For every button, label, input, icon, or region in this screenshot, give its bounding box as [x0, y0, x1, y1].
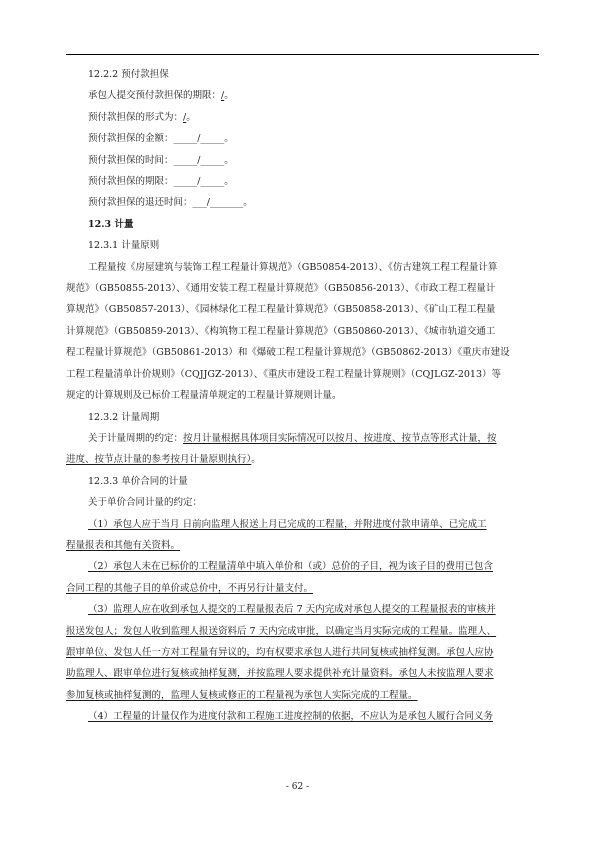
guarantee-return-row: 预付款担保的退还时间：___/_______。: [88, 197, 253, 209]
guarantee-period-row: 承包人提交预付款担保的期限：/。: [88, 90, 234, 102]
guarantee-term-row: 预付款担保的期限：_____/_____。: [88, 176, 234, 188]
guarantee-form-row: 预付款担保的形式为：/。: [88, 111, 196, 123]
principle-line: 工程工程量清单计价规则》（CQJJGZ-2013）、《重庆市建设工程工程量计算规则》（CQJLGZ-2013）等: [66, 368, 502, 380]
guarantee-return-value: ___/_______: [192, 197, 244, 209]
guarantee-time-value: _____/_____: [173, 154, 225, 166]
unit-price-label: 关于单价合同计量的约定：: [88, 497, 203, 509]
clause-item-3: 跟审单位、发包人任一方对工程量有异议的，均有权要求承包人进行共同复核或抽样复测。承包人应协: [66, 646, 494, 658]
page-number: - 62 -: [285, 782, 310, 792]
clause-item-1: 程量报表和其他有关资料。: [66, 539, 181, 551]
section-12-3-title: 12.3 计量: [88, 218, 134, 230]
section-12-2-2-title: 12.2.2 预付款担保: [88, 69, 169, 80]
measurement-period-line: 关于计量周期的约定：按月计量根据具体项目实际情况可以按月、按进度、按节点等形式计量，按: [88, 432, 497, 444]
clause-item-3: 参加复核或抽样复测的，监理人复核或修正的工程量视为承包人实际完成的工程量。: [66, 689, 418, 701]
clause-item-4: （4）工程量的计量仅作为进度付款和工程施工进度控制的依据，不应认为是承包人履行合同义务: [88, 711, 494, 723]
measurement-period-line: 进度、按节点计量的参考按月计量原则执行）。: [66, 454, 261, 466]
header-rule: [66, 54, 539, 55]
section-12-3-1-title: 12.3.1 计量原则: [88, 240, 160, 252]
section-12-3-3-title: 12.3.3 单价合同的计量: [88, 475, 188, 487]
principle-line: 规定的计算规则及已标价工程量清单规定的工程量计算规则计量。: [66, 390, 342, 402]
document-body: [66, 64, 540, 728]
guarantee-time-row: 预付款担保的时间：_____/_____。: [88, 154, 234, 166]
principle-line: 算规范》（GB50857-2013）、《园林绿化工程工程量计算规范》（GB50858-2013）、《矿山工程工程量: [66, 304, 496, 316]
guarantee-period-value: /: [221, 90, 225, 102]
clause-item-3: 报送发包人；发包人收到监理人报送资料后 7 天内完成审批，以确定当月实际完成的工程量。监理人、: [66, 625, 497, 637]
clause-item-3: 助监理人、跟审单位进行复核或抽样复测，并按监理人要求提供补充计量资料。承包人未按监理人要求: [66, 668, 494, 680]
clause-item-2: （2）承包人未在已标价的工程量清单中填入单价和（或）总价的子目，视为该子目的费用已包含: [88, 561, 494, 573]
guarantee-term-value: _____/_____: [173, 176, 225, 188]
clause-item-1: （1）承包人应于当月 日前向监理人报送上月已完成的工程量，并附进度付款申请单、已完成工: [88, 518, 487, 530]
principle-line: 程工程量计算规范》（GB50861-2013）和《爆破工程工程量计算规范》（GB50862-2013）《重庆市建设: [66, 347, 510, 359]
section-12-3-2-title: 12.3.2 计量周期: [88, 411, 160, 423]
guarantee-form-value: /: [183, 111, 187, 123]
clause-item-2: 合同工程的其他子目的单价或总价中，不再另行计量支付。: [66, 582, 314, 594]
guarantee-amount-row: 预付款担保的金额：_____/_____。: [88, 133, 234, 145]
principle-line: 计算规范》（GB50859-2013）、《构筑物工程工程量计算规范》（GB50860-2013）、《城市轨道交通工: [66, 325, 496, 337]
guarantee-amount-value: _____/_____: [173, 133, 225, 145]
principle-line: 规范》（GB50855-2013）、《通用安装工程工程量计算规范》（GB50856-2013）、《市政工程工程量计: [66, 283, 496, 295]
principle-line: 工程量按《房屋建筑与装饰工程工程量计算规范》（GB50854-2013）、《仿古建筑工程工程量计算: [88, 261, 498, 273]
clause-item-3: （3）监理人应在收到承包人提交的工程量报表后 7 天内完成对承包人提交的工程量报表的审核并: [88, 604, 496, 616]
